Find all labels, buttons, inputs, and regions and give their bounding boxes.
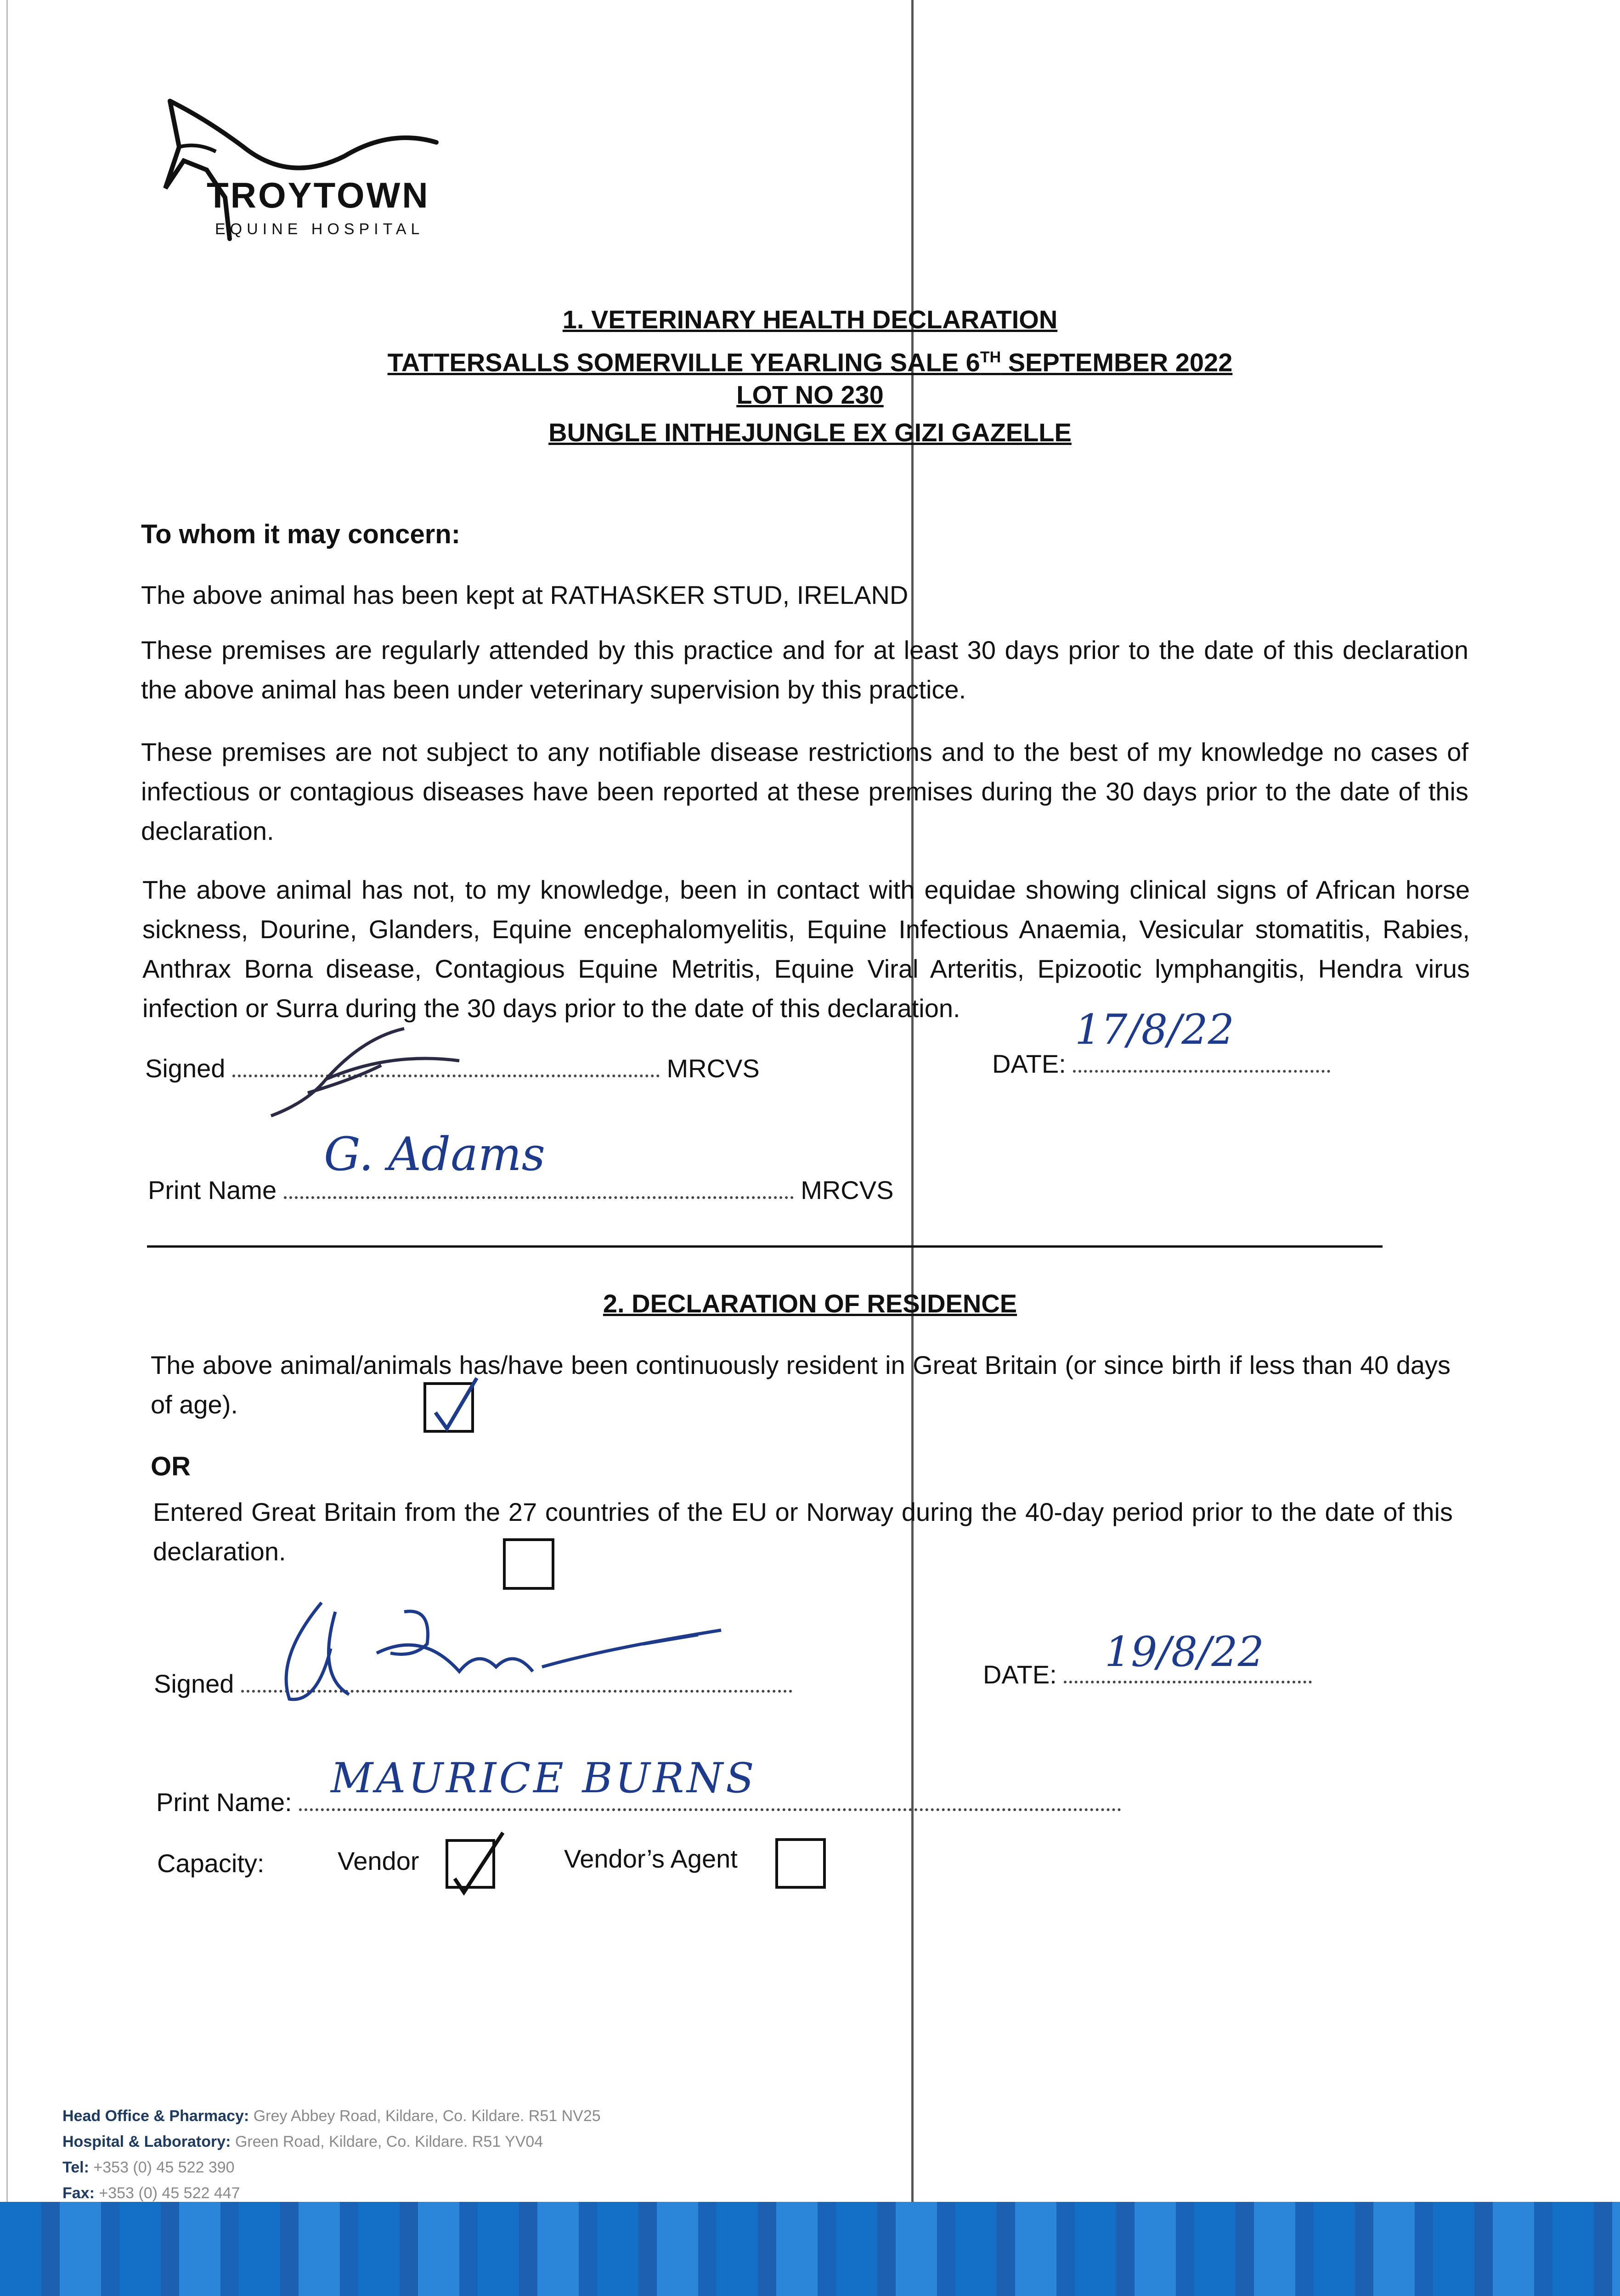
resident-checkbox[interactable] xyxy=(423,1382,474,1433)
section1-paragraph-4: The above animal has not, to my knowledge, been in contact with equidae showing clinical signs of African horse sickness, Dourine, Glanders, Equine encephalomyelitis, Equine Infectious Anaemia, Vesicular stomatitis, Rabies, Anthrax Borna disease, Contagious Equine Metritis, Equine Viral Arteritis, Epizootic lymphangitis, Hendra virus infection or Surra during the 30 days prior to the date of this declaration. xyxy=(142,875,1470,1023)
section1-print-value: G. Adams xyxy=(324,1127,545,1181)
section1-date-value: 17/8/22 xyxy=(1075,1006,1234,1054)
section2-print-label: Print Name: xyxy=(156,1788,292,1817)
heading-sale-end: SEPTEMBER 2022 xyxy=(1001,348,1233,377)
capacity-label: Capacity: xyxy=(157,1849,265,1878)
section2-print-value: MAURICE BURNS xyxy=(331,1754,757,1802)
heading-sale xyxy=(0,338,1620,382)
logo-name: TROYTOWN xyxy=(207,175,430,215)
section1-signed-mrcvs: MRCVS xyxy=(666,1054,760,1083)
section1-paragraph-3: These premises are not subject to any notifiable disease restrictions and to the best of my knowledge no cases of infectious or contagious diseases have been reported at these premises during the 30 days prior to the date of this declaration. xyxy=(141,737,1468,845)
footer-hospital-label: Hospital & Laboratory: xyxy=(62,2133,231,2150)
section2-signature xyxy=(239,1593,744,1713)
heading-horse: BUNGLE INTHEJUNGLE EX GIZI GAZELLE xyxy=(548,418,1072,447)
section2-title: 2. DECLARATION OF RESIDENCE xyxy=(603,1289,1017,1318)
checkmark-icon xyxy=(422,1371,486,1435)
section2-paragraph-2: Entered Great Britain from the 27 countries of the EU or Norway during the 40-day period prior to the date of this declaration. xyxy=(153,1497,1453,1566)
section1-paragraph-2: These premises are regularly attended by this practice and for at least 30 days prior to the date of this declaration the above animal has been under veterinary supervision by this practice. xyxy=(141,636,1468,704)
footer-blue-stripe xyxy=(0,2202,1620,2296)
checkmark-icon xyxy=(446,1828,510,1897)
footer-hospital xyxy=(62,2129,601,2155)
vendor-label: Vendor xyxy=(338,1846,419,1875)
footer-tel-value: +353 (0) 45 522 390 xyxy=(93,2159,235,2176)
section1-print-mrcvs: MRCVS xyxy=(801,1176,894,1204)
footer-tel-label: Tel: xyxy=(62,2159,89,2176)
section2-or: OR xyxy=(151,1452,191,1481)
section2-date-label: DATE: xyxy=(983,1660,1057,1689)
footer-tel xyxy=(62,2155,601,2180)
section1-signature xyxy=(253,1010,491,1120)
entered-checkbox[interactable] xyxy=(503,1538,554,1590)
footer-hospital-value: Green Road, Kildare, Co. Kildare. R51 YV04 xyxy=(235,2133,543,2150)
heading-declaration: 1. VETERINARY HEALTH DECLARATION xyxy=(562,305,1058,334)
footer-fax-value: +353 (0) 45 522 447 xyxy=(99,2184,240,2202)
section1-date-label: DATE: xyxy=(992,1049,1066,1078)
heading-sale-main: TATTERSALLS SOMERVILLE YEARLING SALE 6 xyxy=(387,348,980,377)
footer-head-office xyxy=(62,2103,601,2129)
agent-checkbox[interactable] xyxy=(775,1838,826,1889)
troytown-logo xyxy=(152,92,464,248)
section1-signed-label: Signed xyxy=(145,1054,226,1083)
footer-fax-label: Fax: xyxy=(62,2184,95,2202)
logo-subtitle: EQUINE HOSPITAL xyxy=(215,220,424,238)
vendor-checkbox[interactable] xyxy=(446,1839,495,1889)
section1-paragraph-1: The above animal has been kept at RATHASKER STUD, IRELAND xyxy=(141,580,909,609)
footer-contact xyxy=(62,2103,601,2206)
heading-sale-sup: TH xyxy=(980,349,1001,366)
section-divider xyxy=(147,1245,1383,1248)
heading-lot: LOT NO 230 xyxy=(736,380,884,409)
section2-signed-label: Signed xyxy=(154,1669,234,1698)
section1-print-label: Print Name xyxy=(148,1176,277,1204)
footer-head-office-value: Grey Abbey Road, Kildare, Co. Kildare. R51 NV25 xyxy=(253,2107,601,2125)
salutation: To whom it may concern: xyxy=(141,519,461,549)
section2-paragraph-1: The above animal/animals has/have been continuously resident in Great Britain (or since birth if less than 40 days of age). xyxy=(151,1351,1451,1419)
agent-label: Vendor’s Agent xyxy=(564,1844,738,1873)
footer-head-office-label: Head Office & Pharmacy: xyxy=(62,2107,249,2125)
section2-date-value: 19/8/22 xyxy=(1105,1628,1264,1676)
